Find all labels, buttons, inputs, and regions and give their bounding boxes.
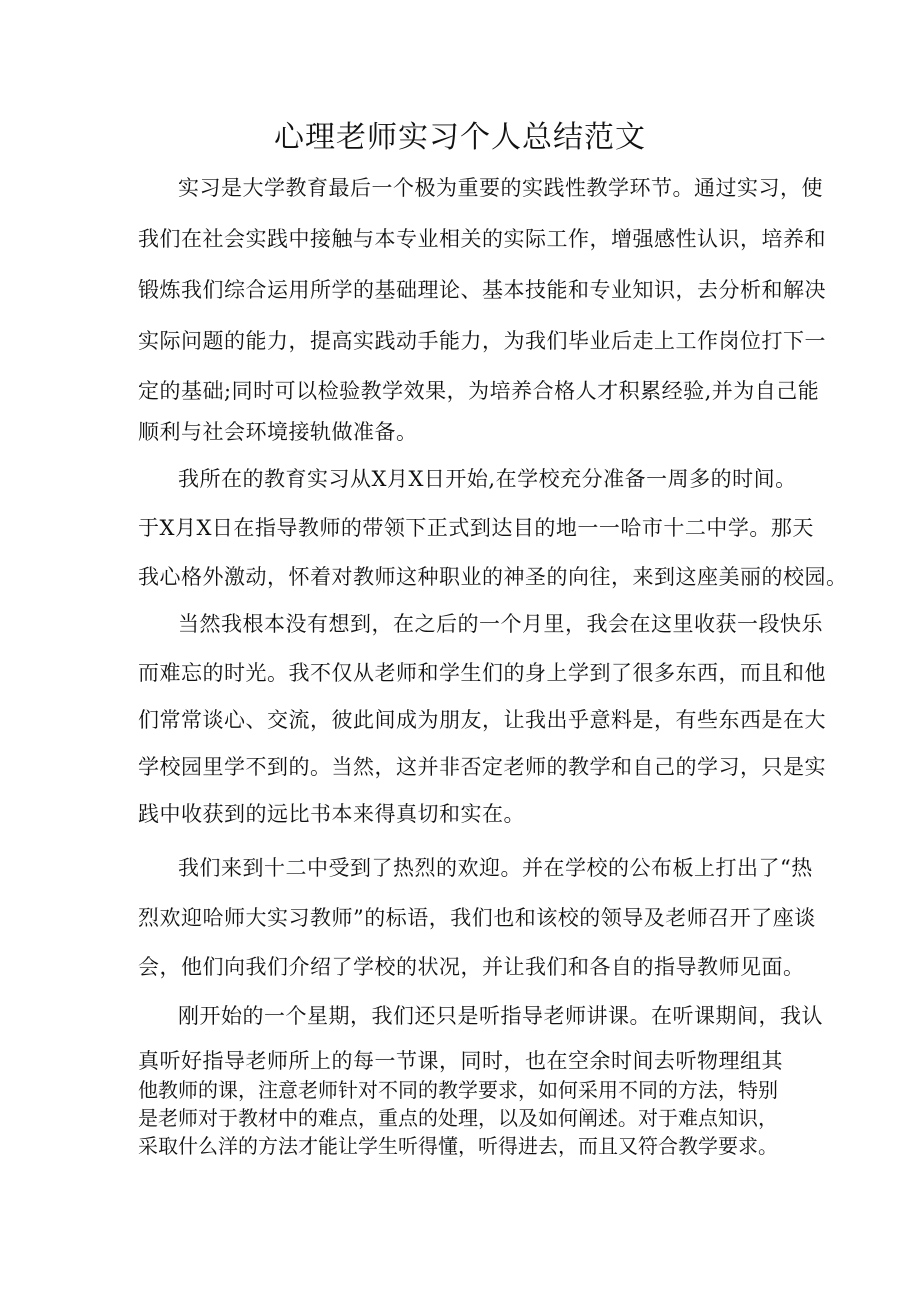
paragraph-5-line-2: 真听好指导老师所上的每一节课，同时，也在空余时间去听物理组其 <box>138 1049 783 1073</box>
paragraph-3-line-1: 当然我根本没有想到，在之后的一个月里，我会在这里收获一段快乐 <box>178 612 823 636</box>
document-title: 心理老师实习个人总结范文 <box>274 120 646 155</box>
paragraph-1-line-1: 实习是大学教育最后一个极为重要的实践性教学环节。通过实习，使 <box>178 176 823 200</box>
paragraph-1-line-3: 锻炼我们综合运用所学的基础理论、基本技能和专业知识，去分析和解决 <box>138 278 826 302</box>
paragraph-4-line-1: 我们来到十二中受到了热烈的欢迎。并在学校的公布板上打出了“热 <box>178 856 813 880</box>
paragraph-1-line-4: 实际问题的能力，提高实践动手能力，为我们毕业后走上工作岗位打下一 <box>138 329 826 353</box>
paragraph-5-line-3: 他教师的课，注意老师针对不同的教学要求，如何采用不同的方法，特别 <box>138 1078 778 1102</box>
paragraph-2-line-1: 我所在的教育实习从X月X日开始,在学校充分准备一周多的时间。 <box>178 467 797 491</box>
paragraph-2-line-2: 于X月X日在指导教师的带领下正式到达目的地一一哈市十二中学。那天 <box>138 516 814 540</box>
paragraph-4-line-2: 烈欢迎哈师大实习教师”的标语，我们也和该校的领导及老师召开了座谈 <box>138 906 816 930</box>
paragraph-5-line-4: 是老师对于教材中的难点，重点的处理，以及如何阐述。对于难点知识， <box>138 1106 778 1130</box>
paragraph-3-line-3: 们常常谈心、交流，彼此间成为朋友，让我出乎意料是，有些东西是在大 <box>138 708 826 732</box>
paragraph-3-line-4: 学校园里学不到的。当然，这并非否定老师的教学和自己的学习，只是实 <box>138 755 826 779</box>
paragraph-5-line-5: 采取什么洋的方法才能让学生听得懂，听得进去，而且又符合教学要求。 <box>138 1134 778 1158</box>
paragraph-2-line-3: 我心格外激动，怀着对教师这种职业的神圣的向往，来到这座美丽的校园。 <box>138 565 848 589</box>
paragraph-1-line-6: 顺利与社会环境接轨做准备。 <box>138 420 418 444</box>
paragraph-5-line-1: 刚开始的一个星期，我们还只是听指导老师讲课。在听课期间，我认 <box>178 1004 823 1028</box>
paragraph-1-line-2: 我们在社会实践中接触与本专业相关的实际工作，增强感性认识，培养和 <box>138 227 826 251</box>
paragraph-4-line-3: 会，他们向我们介绍了学校的状况，并让我们和各自的指导教师见面。 <box>138 955 805 979</box>
paragraph-1-line-5: 定的基础;同时可以检验教学效果，为培养合格人才积累经验,并为自己能 <box>138 379 820 403</box>
paragraph-3-line-2: 而难忘的时光。我不仅从老师和学生们的身上学到了很多东西，而且和他 <box>138 661 826 685</box>
paragraph-3-line-5: 践中收获到的远比书本来得真切和实在。 <box>138 802 525 826</box>
